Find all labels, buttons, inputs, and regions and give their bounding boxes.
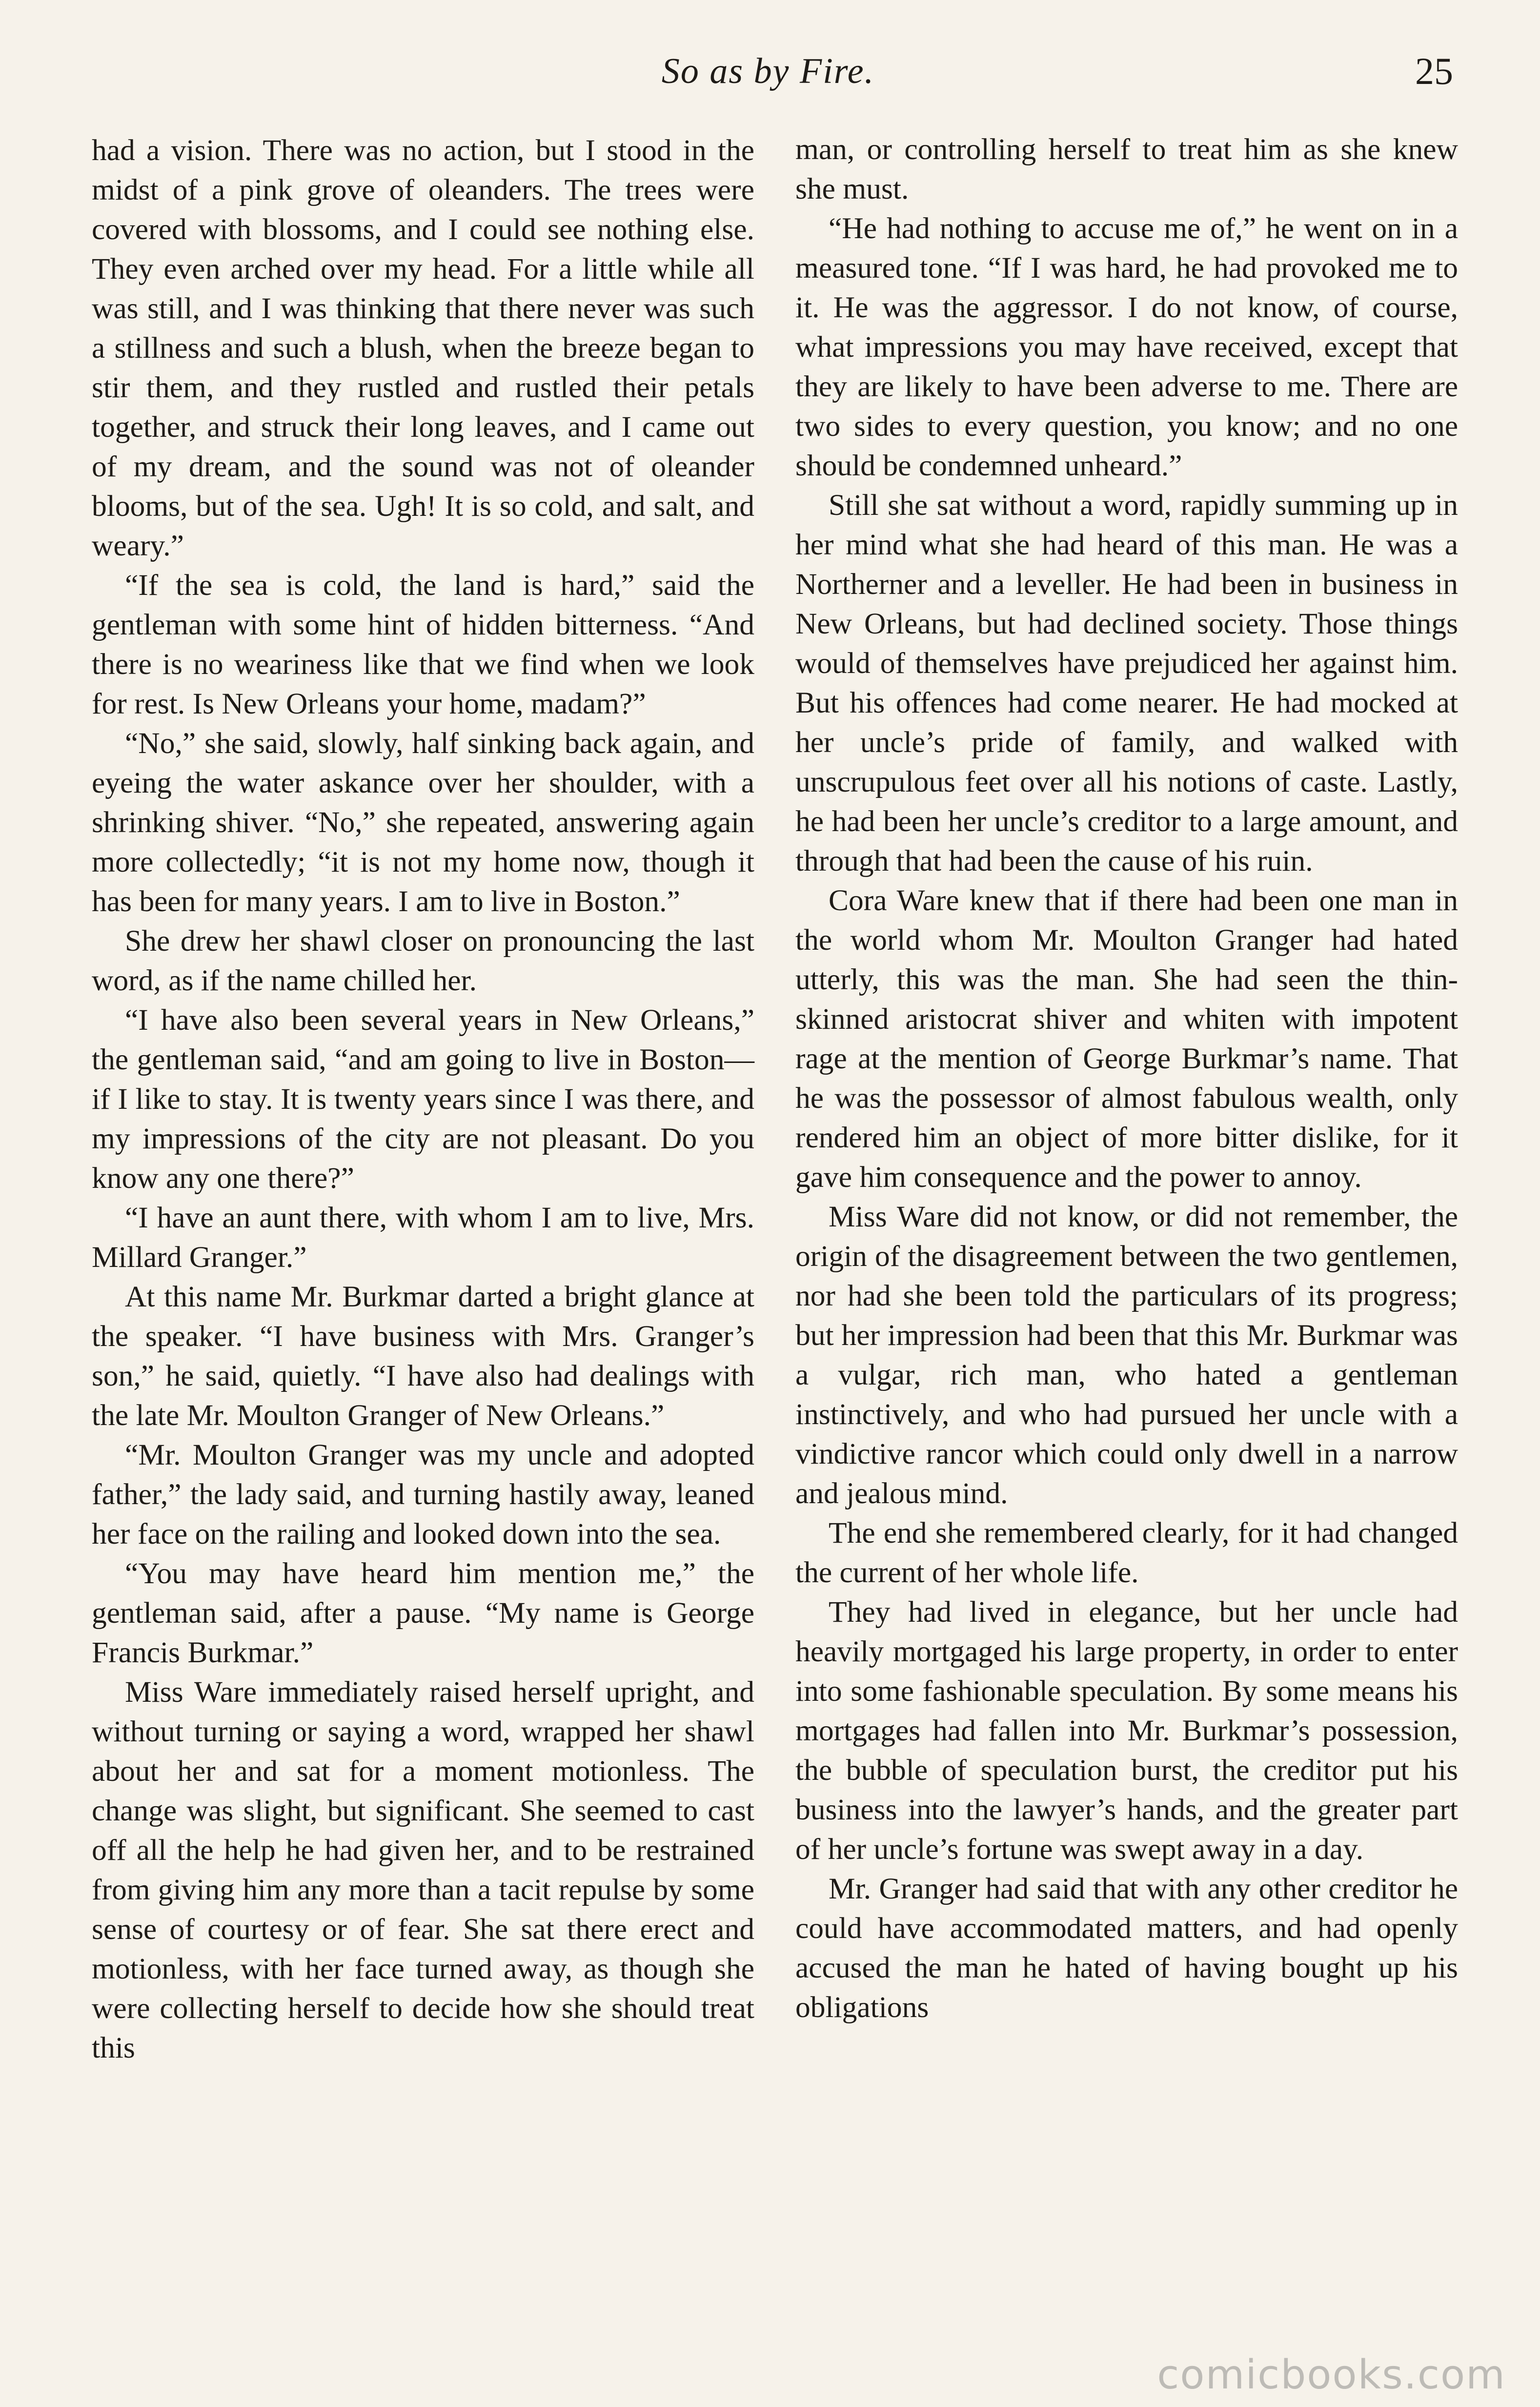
paragraph: Cora Ware knew that if there had been one man in the world whom Mr. Moulton Granger had hated utterly, this was the man. She had seen the thin-skinned aristocrat shiver and whiten with impotent rage at the mention of George Burkmar’s name. That he was the possessor of almost fabulous wealth, only rendered him an object of more bitter dislike, for it gave him consequence and the power to annoy. bbox=[795, 884, 1458, 1194]
paragraph: had a vision. There was no action, but I stood in the midst of a pink grove of oleanders. The trees were covered with blossoms, and I could see nothing else. They even arched over my head. For a little while all was still, and I was thinking that there never was such a stillness and such a blush, when the breeze began to stir them, and they rustled and rustled their petals together, and struck their long leaves, and I came out of my dream, and the sound was not of oleander blooms, but of the sea. Ugh! It is so cold, and salt, and weary.” bbox=[92, 134, 754, 562]
paragraph: “If the sea is cold, the land is hard,” said the gentleman with some hint of hidden bitterness. “And there is no weariness like that we find when we look for rest. Is New Orleans your home, madam?” bbox=[92, 569, 754, 720]
paragraph: man, or controlling herself to treat him as she knew she must. bbox=[795, 133, 1458, 205]
paragraph: The end she remembered clearly, for it had changed the current of her whole life. bbox=[795, 1516, 1458, 1589]
paragraph: “I have an aunt there, with whom I am to live, Mrs. Millard Granger.” bbox=[92, 1201, 754, 1274]
paragraph: “I have also been several years in New Orleans,” the gentleman said, “and am going to live in Boston—if I like to stay. It is twenty years since I was there, and my impressions of the city are not pleasant. Do you know any one there?” bbox=[92, 1003, 754, 1195]
paragraph: “You may have heard him mention me,” the gentleman said, after a pause. “My name is George Francis Burkmar.” bbox=[92, 1557, 754, 1669]
paragraph: Miss Ware did not know, or did not remember, the origin of the disagreement between the two gentlemen, nor had she been told the particulars of its progress; but her impression had been that this Mr. Burkmar was a vulgar, rich man, who hated a gentleman instinctively, and who had pursued her uncle with a vindictive rancor which could only dwell in a narrow and jealous mind. bbox=[795, 1200, 1458, 1510]
paragraph: They had lived in elegance, but her uncle had heavily mortgaged his large property, in order to enter into some fashionable speculation. By some means his mortgages had fallen into Mr. Burkmar’s possession, the bubble of speculation burst, the creditor put his business into the lawyer’s hands, and the greater part of her uncle’s fortune was swept away in a day. bbox=[795, 1595, 1458, 1866]
paragraph: She drew her shawl closer on pronouncing the last word, as if the name chilled her. bbox=[92, 924, 754, 997]
paragraph: “Mr. Moulton Granger was my uncle and adopted father,” the lady said, and turning hastily away, leaned her face on the railing and looked down into the sea. bbox=[92, 1438, 754, 1550]
left-column bbox=[92, 131, 754, 2371]
running-title: So as by Fire. bbox=[661, 51, 875, 91]
paragraph: Still she sat without a word, rapidly summing up in her mind what she had heard of this man. He was a Northerner and a leveller. He had been in business in New Orleans, but had declined society. Those things would of themselves have prejudiced her against him. But his offences had come nearer. He had mocked at her uncle’s pride of family, and walked with unscrupulous feet over all his notions of caste. Lastly, he had been her uncle’s creditor to a large amount, and through that had been the cause of his ruin. bbox=[795, 489, 1458, 877]
paragraph: Mr. Granger had said that with any other creditor he could have accommodated matters, and had openly accused the man he hated of having bought up his obligations bbox=[795, 1872, 1458, 2024]
paragraph: “No,” she said, slowly, half sinking back again, and eyeing the water askance over her shoulder, with a shrinking shiver. “No,” she repeated, answering again more collectedly; “it is not my home now, though it has been for many years. I am to live in Boston.” bbox=[92, 727, 754, 918]
paragraph: “He had nothing to accuse me of,” he went on in a measured tone. “If I was hard, he had provoked me to it. He was the aggressor. I do not know, of course, what impressions you may have received, except that they are likely to have been adverse to me. There are two sides to every question, you know; and no one should be condemned unheard.” bbox=[795, 212, 1458, 482]
watermark: comicbooks.com bbox=[1157, 2352, 1506, 2398]
paragraph: Miss Ware immediately raised herself upright, and without turning or saying a word, wrapped her shawl about her and sat for a moment motionless. The change was slight, but significant. She seemed to cast off all the help he had given her, and to be restrained from giving him any more than a tacit repulse by some sense of courtesy or of fear. She sat there erect and motionless, with her face turned away, as though she were collecting herself to decide how she should treat this bbox=[92, 1675, 754, 2064]
page-number: 25 bbox=[1415, 50, 1453, 92]
right-column bbox=[795, 130, 1458, 2371]
paragraph: At this name Mr. Burkmar darted a bright glance at the speaker. “I have business with Mrs. Granger’s son,” he said, quietly. “I have also had dealings with the late Mr. Moulton Granger of New Orleans.” bbox=[92, 1280, 754, 1432]
running-head bbox=[83, 42, 1453, 101]
text-columns bbox=[92, 131, 1458, 2371]
